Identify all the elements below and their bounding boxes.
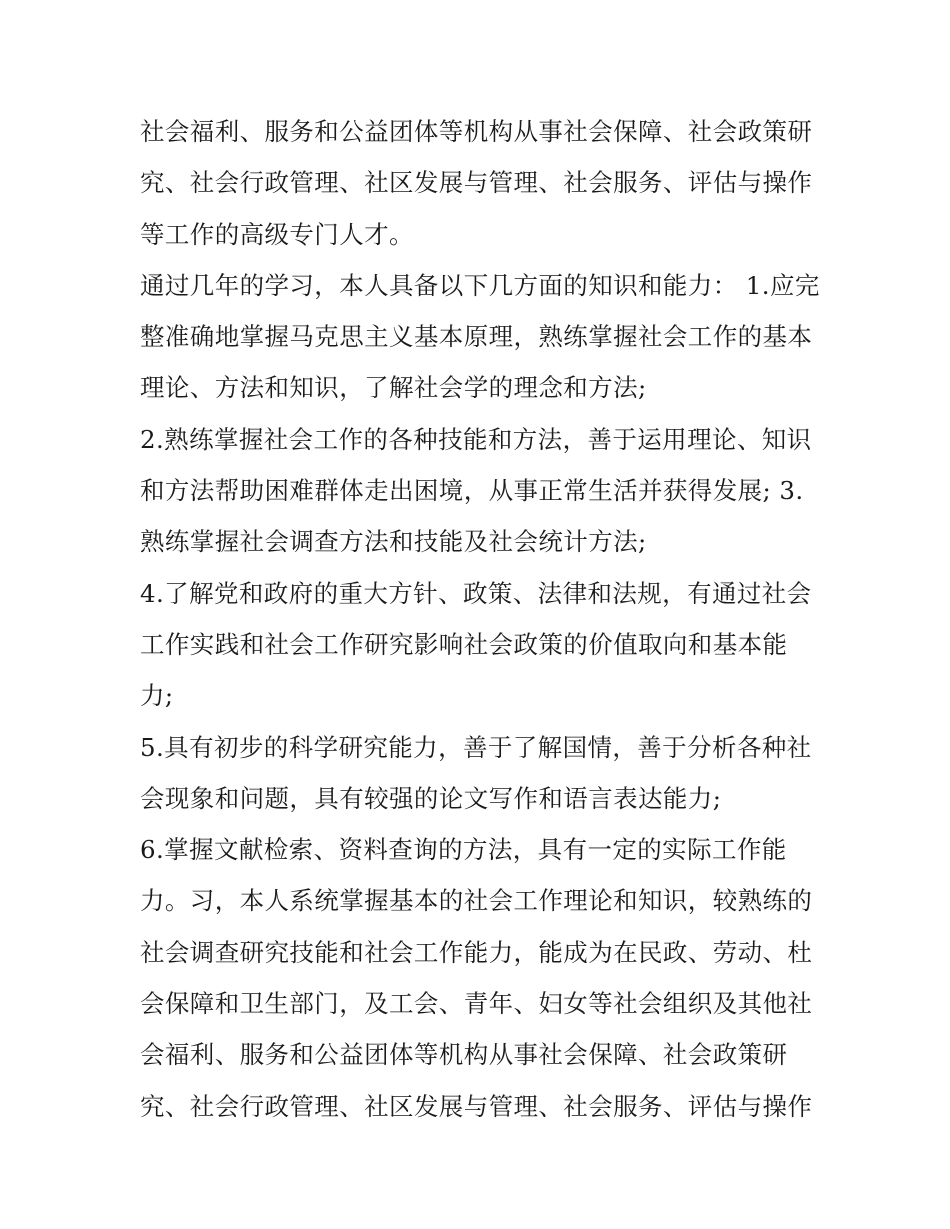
text-line: 究、社会行政管理、社区发展与管理、社会服务、评估与操作 [140, 168, 813, 198]
text-line: 等工作的高级专门人才。 [140, 219, 414, 249]
text-line: 整准确地掌握马克思主义基本原理，熟练掌握社会工作的基本 [140, 322, 813, 352]
text-line: 会现象和问题，具有较强的论文写作和语言表达能力; [140, 783, 722, 813]
text-line: 社会福利、服务和公益团体等机构从事社会保障、社会政策研 [140, 117, 813, 146]
text-line: 会福利、服务和公益团体等机构从事社会保障、社会政策研 [140, 1040, 788, 1070]
text-line: 4.了解党和政府的重大方针、政策、法律和法规，有通过社会 [140, 578, 812, 608]
text-line: 和方法帮助困难群体走出困境，从事正常生活并获得发展; 3. [140, 476, 804, 506]
text-line: 通过几年的学习，本人具备以下几方面的知识和能力： 1.应完 [140, 270, 820, 300]
document-body [140, 106, 820, 1132]
text-line: 熟练掌握社会调查方法和技能及社会统计方法; [140, 527, 647, 557]
text-line: 力。习，本人系统掌握基本的社会工作理论和知识，较熟练的 [140, 886, 813, 916]
text-line: 会保障和卫生部门，及工会、青年、妇女等社会组织及其他社 [140, 989, 813, 1019]
text-line: 究、社会行政管理、社区发展与管理、社会服务、评估与操作 [140, 1091, 813, 1121]
text-line: 2.熟练掌握社会工作的各种技能和方法，善于运用理论、知识 [140, 424, 812, 454]
text-line: 6.掌握文献检索、资料查询的方法，具有一定的实际工作能 [140, 835, 787, 865]
text-line: 5.具有初步的科学研究能力，善于了解国情，善于分析各种社 [140, 732, 812, 762]
text-line: 理论、方法和知识，了解社会学的理念和方法; [140, 373, 647, 403]
text-line: 社会调查研究技能和社会工作能力，能成为在民政、劳动、杜 [140, 937, 813, 967]
text-line: 力; [140, 681, 174, 711]
text-line: 工作实践和社会工作研究影响社会政策的价值取向和基本能 [140, 629, 788, 659]
